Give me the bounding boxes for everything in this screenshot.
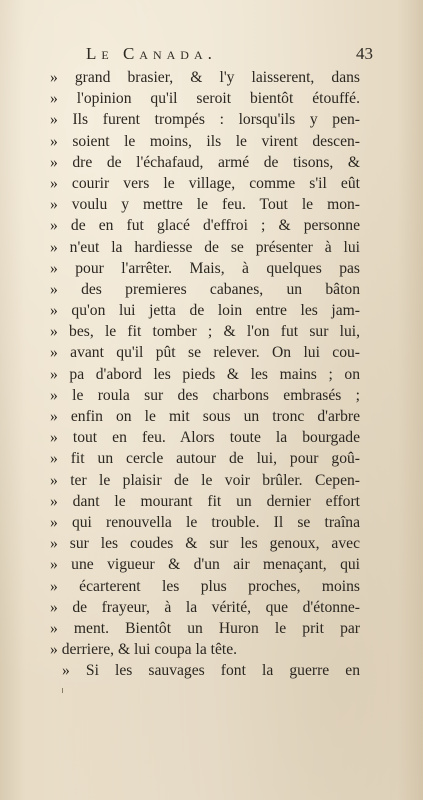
text-line: » ment. Bientôt un Huron le prit par <box>50 619 360 637</box>
text-line: » Ils furent trompés : lorsqu'ils y pen- <box>50 111 360 129</box>
text-line: » qu'on lui jetta de loin entre les jam- <box>50 302 360 320</box>
text-line: » une vigueur & d'un air menaçant, qui <box>50 556 360 574</box>
text-line: » n'eut la hardiesse de se présenter à lui <box>50 238 360 256</box>
running-title: Le Canada. <box>86 44 217 63</box>
body-text <box>50 67 360 681</box>
text-line: » enfin on le mit sous un tronc d'arbre <box>50 408 360 425</box>
text-line: » soient le moins, ils le virent descen- <box>50 132 360 150</box>
text-line: » sur les coudes & sur les genoux, avec <box>50 535 360 553</box>
text-line: » bes, le fit tomber ; & l'on fut sur lui, <box>50 323 360 341</box>
text-line: » voulu y mettre le feu. Tout le mon- <box>50 196 360 214</box>
page-number: 43 <box>356 44 373 63</box>
text-line: » de frayeur, à la vérité, que d'étonne- <box>50 598 360 616</box>
text-line: » ter le plaisir de le voir brûler. Cepen- <box>50 471 360 489</box>
text-line: » l'opinion qu'il seroit bientôt étouffé. <box>50 90 360 108</box>
text-line: » pa d'abord les pieds & les mains ; on <box>50 365 360 383</box>
text-line: » dant le mourant fit un dernier effort <box>50 492 360 510</box>
text-line: » derriere, & lui coupa la tête. <box>50 641 238 659</box>
text-line: » pour l'arrêter. Mais, à quelques pas <box>50 259 360 277</box>
paper-speck <box>62 688 63 693</box>
text-line: » des premieres cabanes, un bâton <box>50 280 360 298</box>
text-line: » fit un cercle autour de lui, pour goû- <box>50 450 360 468</box>
text-line: » qui renouvella le trouble. Il se traîna <box>50 513 360 531</box>
text-line: » avant qu'il pût se relever. On lui cou- <box>50 344 360 362</box>
text-line: » écarterent les plus proches, moins <box>50 577 360 595</box>
text-line: » grand brasier, & l'y laisserent, dans <box>50 69 360 86</box>
text-line: » le roula sur des charbons embrasés ; <box>50 386 360 404</box>
text-line: » dre de l'échafaud, armé de tisons, & <box>50 153 360 171</box>
text-line: » Si les sauvages font la guerre en <box>62 662 360 680</box>
text-line: » courir vers le village, comme s'il eût <box>50 174 360 192</box>
text-line: » de en fut glacé d'effroi ; & personne <box>50 217 360 235</box>
text-line: » tout en feu. Alors toute la bourgade <box>50 429 360 447</box>
page-header <box>0 44 423 68</box>
